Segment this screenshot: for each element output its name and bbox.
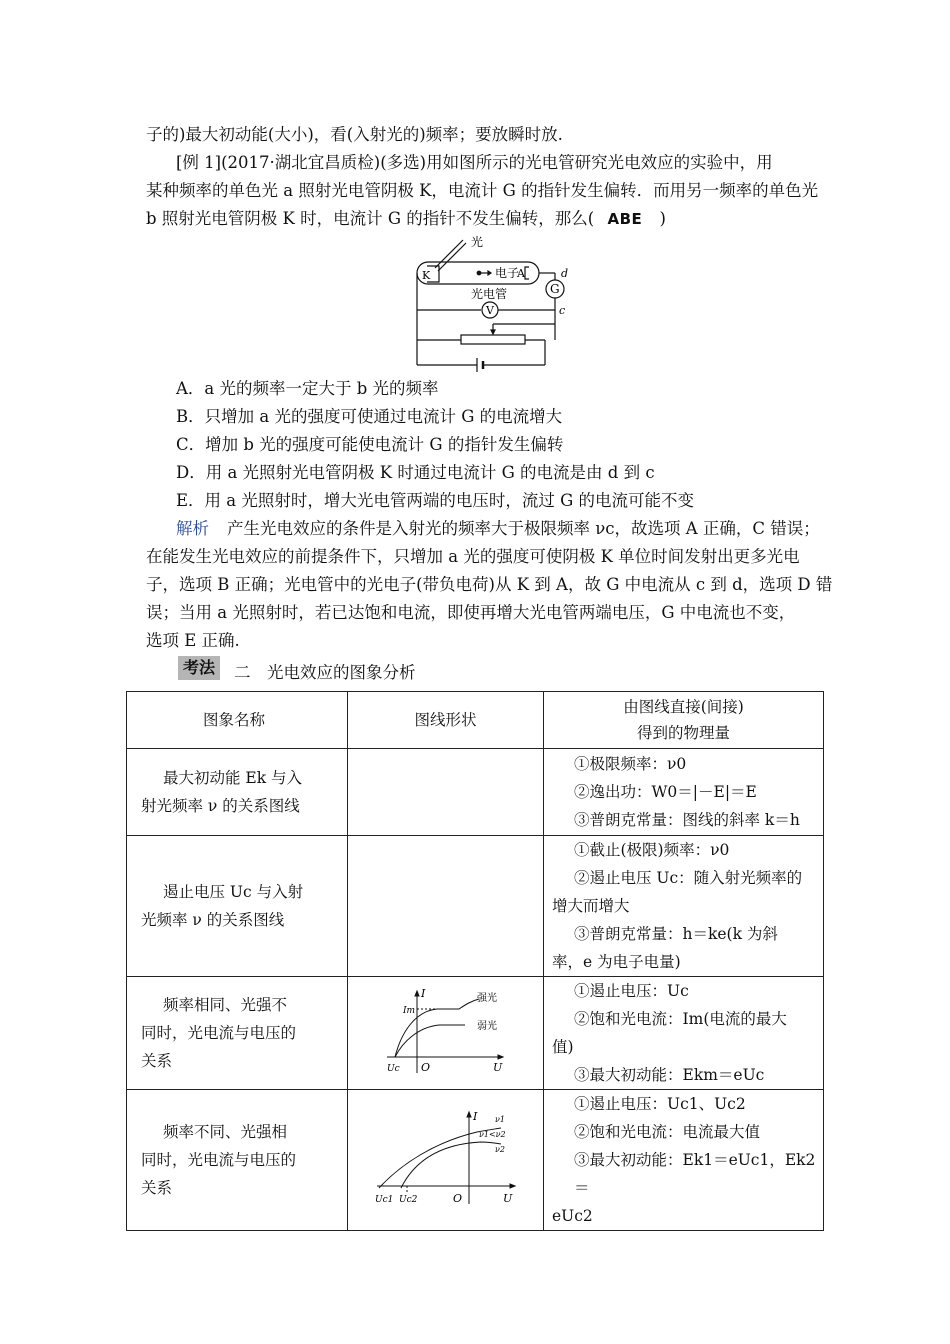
table-row: [127, 749, 824, 836]
analysis-line-3: 子，选项 B 正确；光电管中的光电子(带负电荷)从 K 到 A，故 G 中电流从 c 到 d，选项 D 错: [146, 575, 833, 594]
g2-label-v1: ν1: [494, 1115, 505, 1124]
label-d: d: [561, 267, 569, 280]
row4-item-4: eUc2: [552, 1207, 593, 1225]
row4-graph: [348, 1090, 544, 1231]
row1-item-1: ①极限频率：ν0: [574, 755, 687, 773]
row2-item-5: 率，e 为电子电量): [552, 953, 681, 971]
row2-item-3: 增大而增大: [552, 897, 630, 915]
row3-item-2: ②饱和光电流：Im(电流的最大: [574, 1010, 787, 1028]
g2-label-U: U: [502, 1192, 512, 1205]
table-row: [127, 977, 824, 1090]
option-b: B．只增加 a 光的强度可使通过电流计 G 的电流增大: [176, 407, 563, 426]
row4-item-3: ③最大初动能：Ek1＝eUc1，Ek2＝: [574, 1151, 816, 1197]
analysis-line-2: 在能发生光电效应的前提条件下，只增加 a 光的强度可使阴极 K 单位时间发射出更多光电: [146, 547, 800, 566]
option-e: E．用 a 光照射时，增大光电管两端的电压时，流过 G 的电流可能不变: [176, 491, 695, 510]
row4-name-2: 同时，光电流与电压的: [141, 1151, 297, 1169]
analysis-text-1: 产生光电效应的条件是入射光的频率大于极限频率 νc，故选项 A 正确，C 错误；: [227, 519, 820, 538]
example-line-2: 某种频率的单色光 a 照射光电管阴极 K，电流计 G 的指针发生偏转．而用另一频率的单色光: [146, 181, 819, 200]
header-quantity-1: 由图线直接(间接): [623, 698, 744, 716]
g2-label-Uc2: Uc2: [398, 1195, 417, 1205]
row2-name: [127, 836, 348, 977]
row1-name-1: 最大初动能 Ek 与入: [163, 769, 303, 787]
section-badge: 考法: [178, 656, 220, 680]
row3-name-2: 同时，光电流与电压的: [141, 1024, 297, 1042]
label-c: c: [559, 304, 566, 317]
intensity-iv-graph: [381, 985, 511, 1077]
row1-name-2: 射光频率 ν 的关系图线: [141, 797, 300, 815]
row3-item-1: ①遏止电压：Uc: [574, 982, 689, 1000]
g1-label-O: O: [420, 1061, 430, 1074]
row1-item-3: ③普朗克常量：图线的斜率 k＝h: [574, 811, 800, 829]
option-d: D．用 a 光照射光电管阴极 K 时通过电流计 G 的电流是由 d 到 c: [176, 463, 655, 482]
option-a: A．a 光的频率一定大于 b 光的频率: [176, 379, 439, 398]
row4-item-1: ①遏止电压：Uc1、Uc2: [574, 1095, 746, 1113]
row2-items: [544, 836, 824, 977]
row4-name-3: 关系: [141, 1179, 173, 1197]
row3-item-4: ③最大初动能：Ekm＝eUc: [574, 1066, 765, 1084]
answer: ABE: [607, 210, 643, 228]
label-electron: 电子: [495, 266, 520, 280]
g1-label-strong: 强光: [476, 993, 497, 1004]
option-c: C．增加 b 光的强度可能使电流计 G 的指针发生偏转: [176, 435, 564, 454]
frequency-iv-graph: [371, 1108, 521, 1208]
row1-item-2: ②逸出功：W0＝|－E|＝E: [574, 783, 757, 801]
g1-label-U: U: [492, 1061, 502, 1074]
header-quantity-2: 得到的物理量: [636, 724, 730, 742]
row1-graph: [348, 749, 544, 836]
example-line-1: [例 1](2017·湖北宜昌质检)(多选)用如图所示的光电管研究光电效应的实验中，用: [176, 153, 773, 172]
g1-label-Im: Im: [402, 1006, 415, 1016]
row3-name: [127, 977, 348, 1090]
row4-item-2: ②饱和光电流：电流最大值: [574, 1123, 761, 1141]
row2-item-2: ②遏止电压 Uc：随入射光频率的: [574, 869, 803, 887]
g2-label-I: I: [472, 1110, 477, 1123]
row4-items: [544, 1090, 824, 1231]
example-line-3-post: ): [659, 209, 666, 228]
row4-name-1: 频率不同、光强相: [163, 1123, 288, 1141]
row2-name-1: 遏止电压 Uc 与入射: [163, 883, 304, 901]
example-line-3-pre: b 照射光电管阴极 K 时，电流计 G 的指针不发生偏转，那么(: [146, 209, 595, 228]
row3-graph: [348, 977, 544, 1090]
row3-item-3: 值): [552, 1038, 574, 1056]
g1-label-Uc: Uc: [386, 1064, 400, 1074]
header-name: 图象名称: [127, 692, 348, 749]
section-title: 二 光电效应的图象分析: [234, 663, 416, 682]
row4-name: [127, 1090, 348, 1231]
table-row: [127, 836, 824, 977]
header-shape: 图线形状: [348, 692, 544, 749]
row3-name-1: 频率相同、光强不: [163, 996, 288, 1014]
label-G: G: [550, 282, 560, 296]
label-K: K: [422, 269, 431, 282]
label-tube: 光电管: [471, 287, 508, 301]
row2-name-2: 光频率 ν 的关系图线: [141, 911, 285, 929]
table-row: [127, 1090, 824, 1231]
label-V: V: [486, 304, 494, 317]
example-line-3: [146, 208, 666, 230]
analysis-line-1: [176, 518, 820, 540]
row3-name-3: 关系: [141, 1052, 173, 1070]
analysis-label: 解析: [176, 519, 209, 538]
header-quantity: [544, 692, 824, 749]
intro-line: 子的)最大初动能(大小)，看(入射光的)频率；要放瞬时放.: [146, 125, 563, 144]
table-header-row: [127, 692, 824, 749]
row2-item-4: ③普朗克常量：h＝ke(k 为斜: [574, 925, 778, 943]
analysis-line-5: 选项 E 正确.: [146, 631, 240, 650]
analysis-line-4: 误；当用 a 光照射时，若已达饱和电流，即使再增大光电管两端电压，G 中电流也不变，: [146, 603, 796, 622]
row1-items: [544, 749, 824, 836]
row1-name: [127, 749, 348, 836]
label-A: A: [517, 267, 525, 280]
g2-label-relation: ν1<ν2: [478, 1130, 506, 1139]
g2-label-Uc1: Uc1: [374, 1195, 393, 1205]
graph-analysis-table: [126, 691, 824, 1231]
label-light: 光: [471, 235, 484, 249]
g2-label-v2: ν2: [494, 1145, 505, 1154]
row2-graph: [348, 836, 544, 977]
circuit-diagram: [405, 232, 580, 372]
row3-items: [544, 977, 824, 1090]
g2-label-O: O: [452, 1192, 462, 1205]
g1-label-I: I: [420, 987, 425, 1000]
row2-item-1: ①截止(极限)频率：ν0: [574, 841, 730, 859]
g1-label-weak: 弱光: [476, 1021, 497, 1032]
